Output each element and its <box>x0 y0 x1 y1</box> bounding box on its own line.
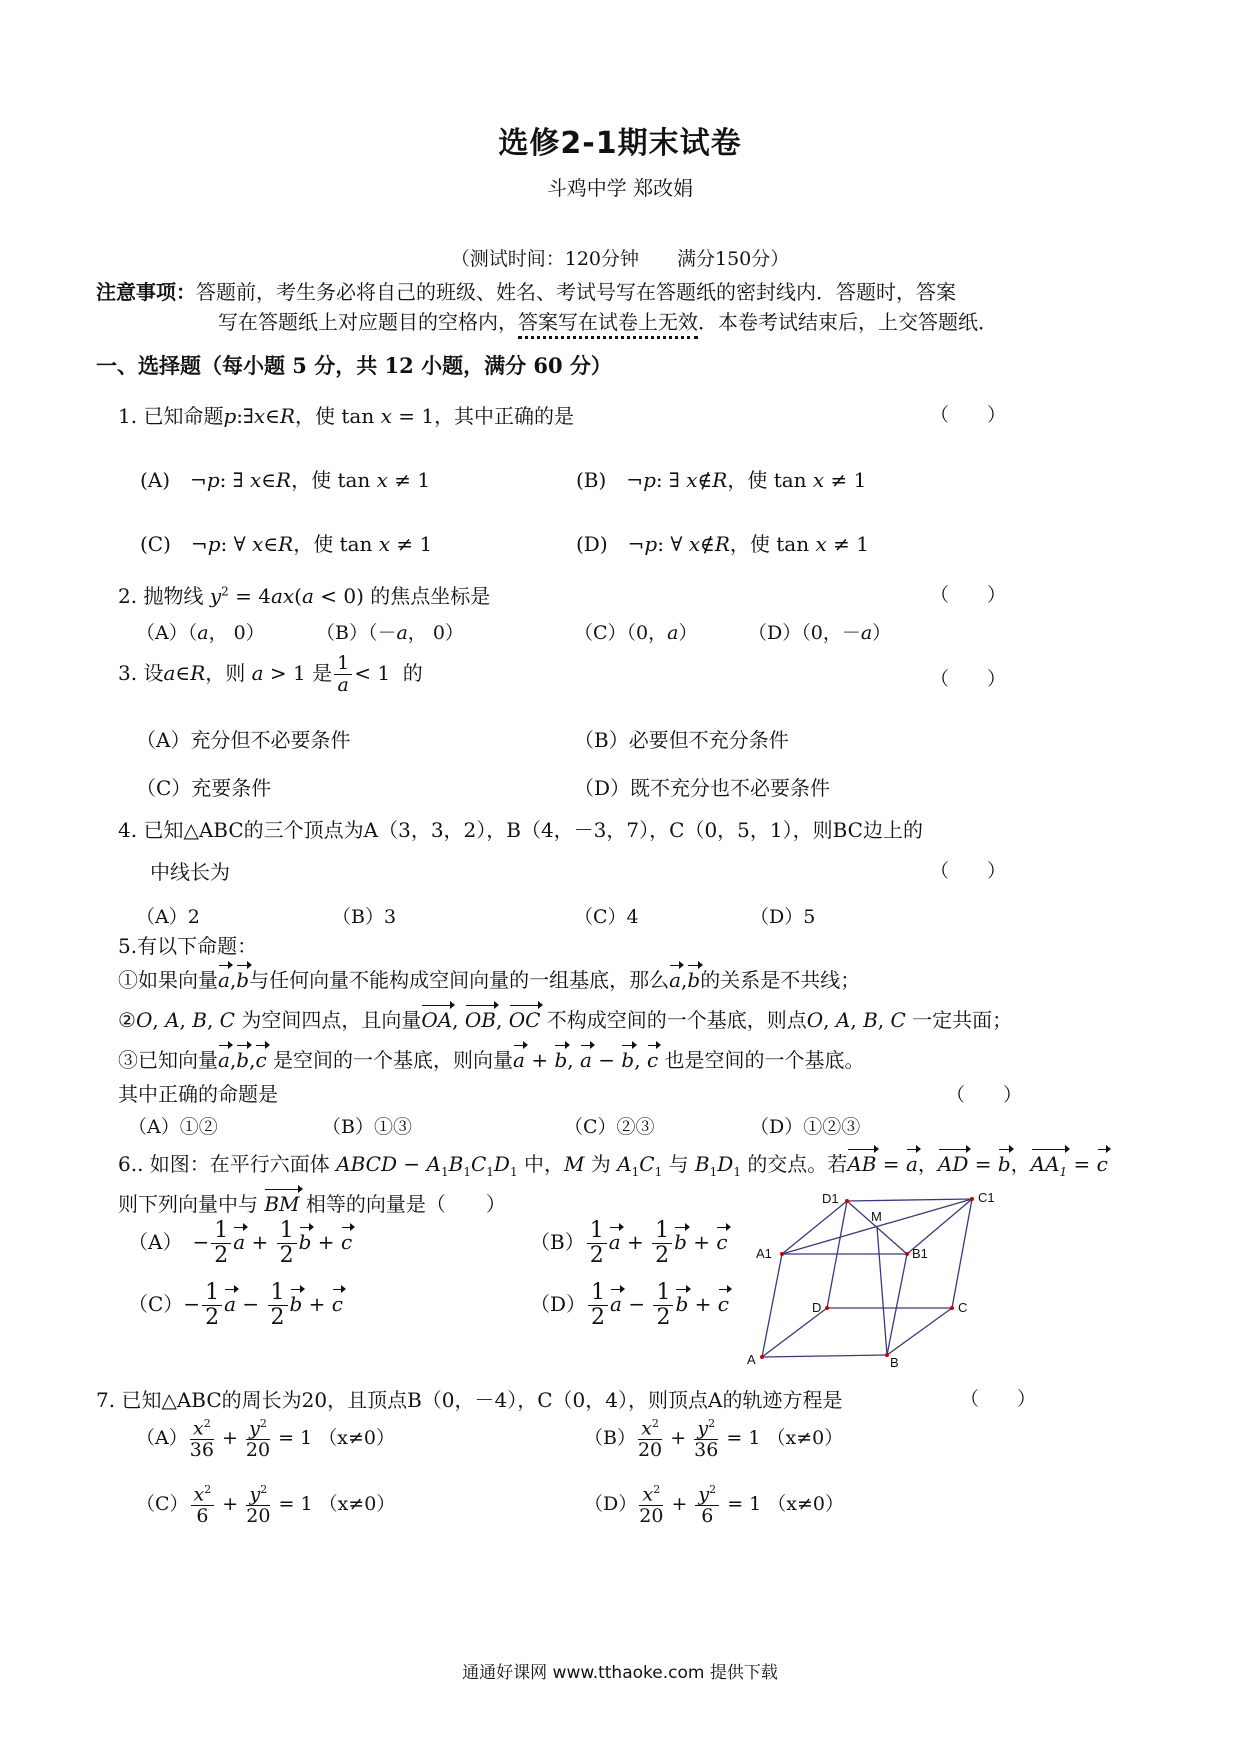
q3-answer-blank[interactable]: （ ） <box>930 668 1007 690</box>
q1-option-a: (A) ¬p: ∃ x∈R，使 tan x ≠ 1 <box>140 468 431 492</box>
q4-option-c: （C）4 <box>574 906 639 928</box>
q4-stem-line1: 4. 已知△ABC的三个顶点为A（3，3，2），B（4，－3，7），C（0，5，1），则BC边上的 <box>118 818 923 842</box>
notice-label: 注意事项： <box>96 280 196 304</box>
q7-option-b: （B） $\frac{x^2}{20}$ + $\frac{y^2}{36}$ = 1 （x≠0） <box>584 1417 844 1462</box>
q6-option-c: （C）− $\frac{1}{2}$ a − $\frac{1}{2}$ b + c <box>128 1280 343 1330</box>
q2-answer-blank[interactable]: （ ） <box>930 584 1007 606</box>
emphasis-text: 答案写在试卷上无效 <box>518 310 698 339</box>
q2-stem: 2. 抛物线 $y^2 = 4ax(a < 0)$ 的焦点坐标是 <box>118 584 491 608</box>
q4-stem-line2: 中线长为 <box>150 860 230 884</box>
q2-option-b: （B）（－a， 0） <box>316 622 464 644</box>
q4-option-a: （A）2 <box>136 906 200 928</box>
q5-statement-3: ③已知向量a,b,c 是空间的一个基底，则向量a + b, a − b, c 也是空间的一个基底。 <box>118 1048 865 1072</box>
q6-line2: 则下列向量中与 BM 相等的向量是（ ） <box>118 1192 506 1216</box>
q1-option-c: (C) ¬p: ∀ x∈R，使 tan x ≠ 1 <box>140 532 433 556</box>
q7-option-a: （A） $\frac{x^2}{36}$ + $\frac{y^2}{20}$ = 1 （x≠0） <box>136 1417 395 1462</box>
q5-statement-2: ②O, A, B, C 为空间四点，且向量OA, OB, OC 不构成空间的一个基底，则点O, A, B, C 一定共面； <box>118 1008 1013 1032</box>
q4-answer-blank[interactable]: （ ） <box>930 860 1007 882</box>
q5-option-a: （A）①② <box>128 1116 218 1138</box>
q5-option-d: （D）①②③ <box>750 1116 861 1138</box>
q1-option-b: (B) ¬p: ∃ x∉R，使 tan x ≠ 1 <box>576 468 867 492</box>
notice <box>96 276 956 305</box>
q5-stem: 5.有以下命题： <box>118 934 258 958</box>
q4-option-d: （D）5 <box>750 906 816 928</box>
q4-option-b: （B）3 <box>332 906 397 928</box>
q6-option-b: （B） $\frac{1}{2}$ a + $\frac{1}{2}$ b + c <box>530 1218 728 1268</box>
q5-ask: 其中正确的命题是 <box>118 1082 278 1106</box>
q7-option-c: （C） $\frac{x^2}{6}$ + $\frac{y^2}{20}$ = 1 （x≠0） <box>136 1483 396 1528</box>
author-line: 斗鸡中学 郑改娟 <box>546 176 694 200</box>
q5-statement-1: ①如果向量a,b与任何向量不能构成空间向量的一组基底，那么a,b的关系是不共线； <box>118 968 861 992</box>
label-D: D <box>812 1300 822 1315</box>
q2-option-d: （D）（0，－a） <box>748 622 892 644</box>
q7-option-d: （D） $\frac{x^2}{20}$ + $\frac{y^2}{6}$ = 1 （x≠0） <box>584 1483 845 1528</box>
q1-option-d: (D) ¬p: ∀ x∉R，使 tan x ≠ 1 <box>576 532 869 556</box>
section-title: 一、选择题（每小题 5 分，共 12 小题，满分 60 分） <box>96 353 612 378</box>
q5-option-b: （B）①③ <box>322 1116 412 1138</box>
q6-option-d: （D） $\frac{1}{2}$ a − $\frac{1}{2}$ b + c <box>530 1280 729 1330</box>
q3-option-b: （B）必要但不充分条件 <box>574 728 789 752</box>
q7-answer-blank[interactable]: （ ） <box>960 1388 1037 1410</box>
q5-option-c: （C）②③ <box>564 1116 655 1138</box>
label-D1: D1 <box>822 1191 839 1206</box>
label-C1: C1 <box>978 1190 995 1205</box>
q2-option-a: （A）（a， 0） <box>136 622 265 644</box>
q6-stem: 6.. 如图：在平行六面体 ABCD − $A_1B_1C_1D_1$ 中，M 为 $A_1C_1$ 与 $B_1D_1$ 的交点。若AB = a，AD = b，$AA_1 = c$ <box>118 1152 1108 1179</box>
q3-option-d: （D）既不充分也不必要条件 <box>574 776 831 800</box>
notice-line1: 答题前，考生务必将自己的班级、姓名、考试号写在答题纸的密封线内．答题时，答案 <box>196 280 956 304</box>
page-title: 选修2-1期末试卷 <box>498 126 742 161</box>
label-M: M <box>871 1209 882 1224</box>
q5-answer-blank[interactable]: （ ） <box>946 1084 1023 1106</box>
label-C: C <box>958 1300 968 1315</box>
q6-option-a: （A） − $\frac{1}{2}$ a + $\frac{1}{2}$ b + c <box>128 1218 353 1268</box>
q3-stem: 3. 设a∈R，则 a > 1 是 $\frac{1}{a}$ < 1 的 <box>118 652 423 696</box>
label-B1: B1 <box>912 1246 928 1261</box>
q7-stem: 7. 已知△ABC的周长为20，且顶点B（0，－4），C（0，4），则顶点A的轨迹方程是 <box>96 1388 843 1412</box>
label-A1: A1 <box>756 1246 772 1261</box>
label-B: B <box>890 1355 899 1370</box>
q3-option-c: （C）充要条件 <box>136 776 272 800</box>
q3-option-a: （A）充分但不必要条件 <box>136 728 351 752</box>
q2-option-c: （C）（0，a） <box>574 622 698 644</box>
q1-answer-blank[interactable]: （ ） <box>930 404 1007 426</box>
q1-stem: 1. 已知命题p:∃x∈R，使 tan x = 1，其中正确的是 <box>118 404 575 428</box>
parallelepiped-figure <box>740 1190 1010 1370</box>
label-A: A <box>747 1352 756 1367</box>
notice-line2: 写在答题纸上对应题目的空格内，答案写在试卷上无效．本卷考试结束后，上交答题纸． <box>218 306 998 335</box>
exam-info: （测试时间：120分钟 满分150分） <box>450 248 790 270</box>
footer-text: 通通好课网 www.tthaoke.com 提供下载 <box>462 1663 778 1683</box>
